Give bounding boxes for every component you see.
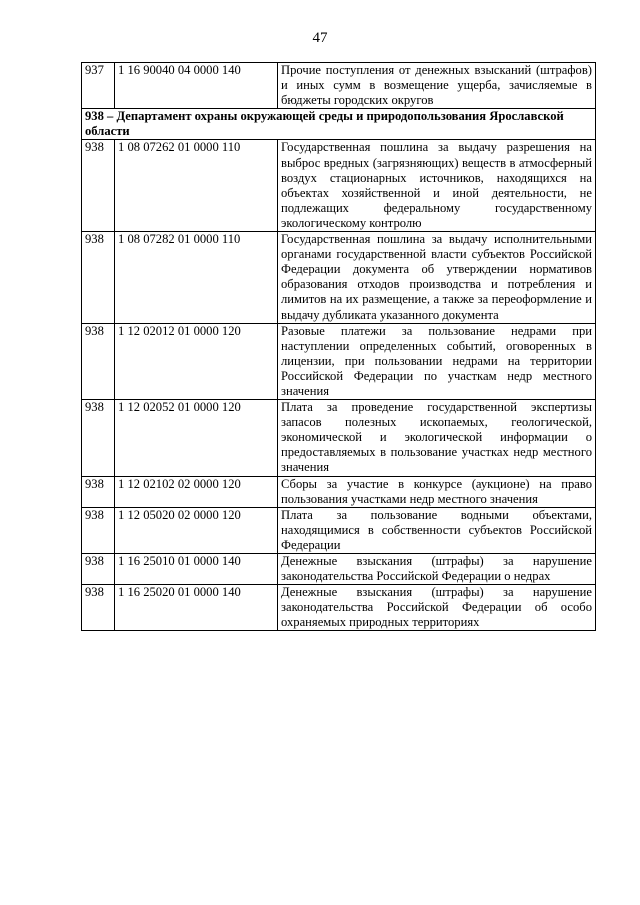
admin-code-cell: 938 xyxy=(82,476,115,507)
admin-code-cell: 938 xyxy=(82,140,115,232)
budget-code-cell: 1 12 02052 01 0000 120 xyxy=(115,400,278,476)
budget-code-cell: 1 08 07262 01 0000 110 xyxy=(115,140,278,232)
description-cell: Разовые платежи за пользование недрами при наступлении определенных событий, оговоренных в лицензии, при пользовании недрами на территории Российской Федерации по участкам недр местного значения xyxy=(278,323,596,399)
admin-code-cell: 938 xyxy=(82,585,115,631)
section-header-row xyxy=(82,109,596,140)
admin-code-cell: 937 xyxy=(82,63,115,109)
revenue-codes-table xyxy=(81,62,596,631)
budget-code-cell: 1 12 02012 01 0000 120 xyxy=(115,323,278,399)
section-title: 938 – Департамент охраны окружающей среды и природопользования Ярославской области xyxy=(82,109,596,140)
table-row xyxy=(82,585,596,631)
table-body xyxy=(82,63,596,631)
description-cell: Прочие поступления от денежных взысканий (штрафов) и иных сумм в возмещение ущерба, зачисляемые в бюджеты городских округов xyxy=(278,63,596,109)
table-row xyxy=(82,323,596,399)
table-row xyxy=(82,63,596,109)
admin-code-cell: 938 xyxy=(82,232,115,324)
table-row xyxy=(82,507,596,553)
budget-code-cell: 1 12 02102 02 0000 120 xyxy=(115,476,278,507)
description-cell: Государственная пошлина за выдачу исполнительными органами государственной власти субъектов Российской Федерации документа об утверждении нормативов образования отходов производства и потребления и лимитов на их размещение, а также за переоформление и выдачу дубликата указанного документа xyxy=(278,232,596,324)
admin-code-cell: 938 xyxy=(82,554,115,585)
table-row xyxy=(82,476,596,507)
description-cell: Денежные взыскания (штрафы) за нарушение законодательства Российской Федерации об особо охраняемых природных территориях xyxy=(278,585,596,631)
description-cell: Плата за пользование водными объектами, находящимися в собственности субъектов Российской Федерации xyxy=(278,507,596,553)
budget-code-cell: 1 16 90040 04 0000 140 xyxy=(115,63,278,109)
description-cell: Денежные взыскания (штрафы) за нарушение законодательства Российской Федерации о недрах xyxy=(278,554,596,585)
budget-code-cell: 1 16 25020 01 0000 140 xyxy=(115,585,278,631)
admin-code-cell: 938 xyxy=(82,400,115,476)
table-row xyxy=(82,554,596,585)
page-number: 47 xyxy=(312,30,328,46)
table-row xyxy=(82,140,596,232)
admin-code-cell: 938 xyxy=(82,507,115,553)
description-cell: Сборы за участие в конкурсе (аукционе) на право пользования участками недр местного значения xyxy=(278,476,596,507)
description-cell: Государственная пошлина за выдачу разрешения на выброс вредных (загрязняющих) веществ в атмосферный воздух стационарных источников, находящихся на объектах хозяйственной и иной деятельности, не подлежащих федеральному государственному экологическому контролю xyxy=(278,140,596,232)
budget-code-cell: 1 08 07282 01 0000 110 xyxy=(115,232,278,324)
table-row xyxy=(82,400,596,476)
table-row xyxy=(82,232,596,324)
description-cell: Плата за проведение государственной экспертизы запасов полезных ископаемых, геологической, экономической и экологической информации о предоставляемых в пользование участках недр местного значения xyxy=(278,400,596,476)
admin-code-cell: 938 xyxy=(82,323,115,399)
budget-code-cell: 1 16 25010 01 0000 140 xyxy=(115,554,278,585)
budget-code-cell: 1 12 05020 02 0000 120 xyxy=(115,507,278,553)
